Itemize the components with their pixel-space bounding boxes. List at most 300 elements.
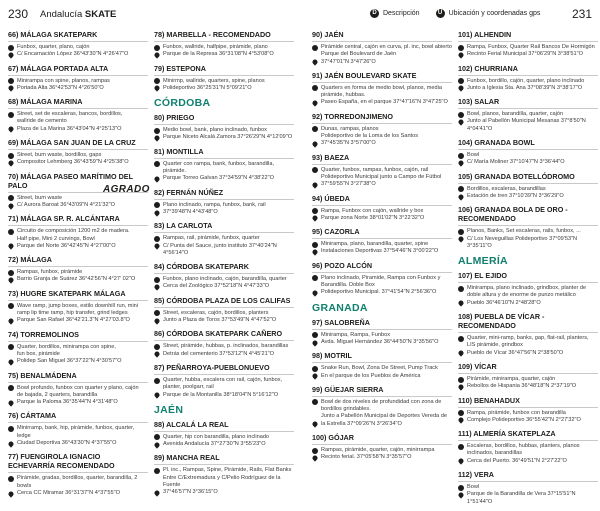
location-pin-icon — [7, 358, 14, 365]
entry-text: C/ Aurora Baroat 36°43'09"N 4°21'32"O — [17, 201, 115, 208]
description-icon — [154, 468, 160, 474]
skatepark-entry — [312, 318, 452, 347]
description-line — [8, 118, 148, 125]
entry-text: Quarter, bordillos, minirampa con spine, — [17, 343, 116, 350]
location-pin-icon — [311, 181, 318, 188]
divider — [458, 440, 598, 441]
entry-text: Junto al Pabellón Municipal Mesanas 37°8'50"N 4°04'41"O — [467, 118, 586, 132]
entry-text: Recinto ferial. 37°05'58"N 3°35'57"O — [321, 454, 412, 461]
description-line — [312, 92, 452, 99]
skatepark-title: 70) MÁLAGA PASEO MARÍTIMO DEL PALO — [8, 171, 133, 190]
entry-text: Polideportivo 36°25'31"N 5°09'21"O — [163, 84, 252, 91]
location-pin-icon — [311, 59, 318, 66]
skatepark-title: 82) FERNÁN NÚÑEZ — [154, 187, 224, 197]
divider — [458, 75, 598, 76]
location-line — [312, 373, 452, 380]
entry-text: LIS pirámide, grindbox — [467, 342, 523, 349]
entry-text: Cerca del Zoológico 37°52'18"N 4°47'33"O — [163, 283, 270, 290]
column-2 — [154, 30, 294, 502]
entry-text: Funbox, quarter, plano, cajón — [17, 44, 90, 50]
entry-text: Polidep San Miguel 36°37'22"N 4°30'57"O — [17, 358, 122, 365]
divider — [8, 108, 148, 109]
description-line — [312, 126, 452, 133]
location-line — [154, 51, 294, 58]
location-pin-icon — [311, 140, 318, 147]
skatepark-entry — [154, 147, 294, 183]
description-icon — [154, 128, 160, 134]
location-pin-icon — [7, 126, 14, 133]
description-line — [8, 344, 148, 351]
skatepark-title: 103) SALAR — [458, 97, 500, 107]
skatepark-entry — [312, 351, 452, 380]
entry-text: Pirámide, minirampa, quarter, cajón — [467, 375, 556, 382]
description-icon — [8, 229, 14, 235]
location-pin-icon — [457, 85, 464, 92]
description-line — [312, 365, 452, 372]
description-line — [154, 276, 294, 283]
cordoba-list — [154, 113, 294, 399]
entry-text: Rampas, rail, pirámide, funbox, quarter — [163, 235, 260, 242]
divider — [312, 123, 452, 124]
description-icon: D — [370, 9, 379, 18]
location-line — [8, 126, 148, 133]
description-line — [154, 310, 294, 317]
entry-text: Entre C/Extremadura y C/Pelio Rodríguez de la Fuente — [163, 474, 281, 489]
divider — [312, 329, 452, 330]
location-pin-icon — [311, 339, 318, 346]
location-pin-icon — [457, 491, 464, 498]
skatepark-entry — [8, 452, 148, 497]
page-header — [0, 0, 600, 26]
entry-text: Parque Torreo Galvan 37°34'59"N 4°38'22"O — [163, 175, 274, 182]
description-icon — [8, 344, 14, 350]
description-line — [8, 351, 148, 358]
entry-text: Quarter, mini-ramp, banks, gap, flat-rail, planters, — [467, 335, 589, 342]
skatepark-title: 76) CÁRTAMA — [8, 411, 57, 421]
location-pin-icon — [311, 421, 318, 428]
skatepark-entry — [154, 64, 294, 93]
entry-text: Bowl, planos, barandilla, quarter, cajón — [467, 111, 564, 118]
divider — [8, 41, 148, 42]
entry-text: Escaleras, bordillos, hubbas, planters, planos — [467, 443, 580, 450]
entry-text: Parque del Boulevard de Jaén — [321, 51, 397, 58]
location-line — [154, 351, 294, 358]
location-pin-icon — [311, 373, 318, 380]
skatepark-title: 106) GRANADA BOLA DE ORO - RECOMENDADO — [458, 205, 568, 224]
skatepark-entry — [8, 411, 148, 447]
description-line — [8, 392, 148, 399]
description-line — [8, 236, 148, 243]
location-line — [8, 243, 148, 250]
entry-text: ramp lip time ramp, hip transfer, grind ledges — [17, 310, 128, 317]
location-pin-icon — [311, 215, 318, 222]
description-line — [458, 228, 598, 235]
description-icon — [154, 434, 160, 440]
skatepark-entry — [154, 296, 294, 325]
description-icon — [8, 153, 14, 159]
description-icon — [8, 476, 14, 482]
description-line — [312, 332, 452, 339]
skatepark-entry — [154, 30, 294, 59]
granada-list — [312, 318, 452, 462]
entry-text: Junto a Iglesia Sta. Ana 37°08'39"N 3°38'17"O — [467, 84, 583, 91]
entry-text: C/ Encarnación López 36°43'30"N 4°26'47"O — [17, 51, 129, 58]
entry-text: inclinados, barandillas — [467, 450, 523, 457]
location-pin-icon — [153, 392, 160, 399]
location-line — [458, 491, 598, 506]
description-line — [8, 111, 148, 118]
skatepark-entry — [458, 429, 598, 465]
skatepark-title: 104) GRANADA BOWL — [458, 138, 535, 148]
skatepark-title: 91) JAÉN BOULEVARD SKATE — [312, 70, 417, 80]
divider — [8, 300, 148, 301]
entry-text: Parque San Rafael 36°42'21.3"N 4°27'03.8"O — [17, 317, 130, 324]
skatepark-entry — [458, 64, 598, 93]
skatepark-title: 110) BENAHADUX — [458, 395, 520, 405]
entry-text: Medio bowl, bank, plano inclinado, funbox — [163, 127, 267, 134]
location-pin-icon — [457, 383, 464, 390]
description-line — [458, 152, 598, 159]
entry-text: Estación de tren 37°10'39"N 3°36'29"O — [467, 192, 564, 199]
entry-text: Bowl — [467, 152, 480, 159]
divider — [312, 82, 452, 83]
description-icon — [8, 78, 14, 84]
description-line — [154, 343, 294, 350]
description-line — [8, 44, 148, 51]
divider — [458, 332, 598, 333]
location-line — [458, 51, 598, 58]
description-line — [8, 310, 148, 317]
location-line — [8, 490, 148, 497]
entry-text: Funbox, bordillo, cajón, quarter, plano inclinado — [467, 77, 585, 84]
skatepark-title: 94) ÚBEDA — [312, 193, 350, 203]
entry-text: Planos, Banks, Set escaleras, rails, funbox, ... — [467, 228, 581, 235]
description-icon — [312, 399, 318, 405]
description-line — [312, 133, 452, 140]
location-pin-icon — [457, 236, 464, 243]
description-line — [154, 475, 294, 490]
entry-text: Plano inclinado, Piramide, Rampa con Funbox y — [321, 274, 441, 281]
skatepark-title: 108) PUEBLA DE VÍCAR - RECOMENDADO — [458, 312, 545, 331]
granada-continued — [458, 30, 598, 250]
description-line — [458, 186, 598, 193]
entry-text: Avenida Andalucía 37°27'30"N 3°55'23"O — [163, 441, 266, 448]
location-pin-icon — [153, 175, 160, 182]
jaen-continued — [312, 30, 452, 297]
jaen-list — [154, 420, 294, 497]
description-line — [312, 413, 452, 420]
description-icon — [312, 242, 318, 248]
location-pin-icon: U — [436, 9, 445, 18]
description-icon — [458, 377, 464, 383]
divider — [154, 374, 294, 375]
location-pin-icon — [153, 441, 160, 448]
description-icon — [8, 385, 14, 391]
description-icon — [154, 45, 160, 51]
location-line — [458, 159, 598, 166]
skatepark-title: 74) TORREMOLINOS — [8, 329, 79, 339]
divider — [154, 431, 294, 432]
divider — [312, 41, 452, 42]
entry-text: Half pipe, Mini 2 curvings, Bowl — [17, 235, 95, 242]
entry-text: C/ Punta del Sauce, junto instituto 37°40'24"N 4°56'14"O — [163, 242, 277, 256]
skatepark-entry — [154, 262, 294, 291]
skatepark-entry — [154, 329, 294, 358]
divider — [458, 481, 598, 482]
description-line — [312, 399, 452, 406]
page-number-left: 230 — [8, 7, 29, 21]
skatepark-entry — [458, 271, 598, 307]
location-line — [154, 283, 294, 290]
description-icon — [458, 45, 464, 51]
location-pin-icon — [457, 159, 464, 166]
skatepark-entry — [312, 261, 452, 297]
divider — [8, 422, 148, 423]
description-line — [458, 376, 598, 383]
location-pin-icon — [7, 399, 14, 406]
entry-text: Minirramp, bank, hip, pirámide, funbox, quarter, ledge — [17, 425, 135, 439]
description-icon — [312, 332, 318, 338]
divider — [154, 41, 294, 42]
legend-location-label: Ubicación y coordenadas gps — [448, 10, 541, 17]
skatepark-title: 78) MARBELLA - RECOMENDADO — [154, 30, 271, 39]
divider — [312, 164, 452, 165]
entry-text: Street, escaleras, cajón, bordillos, planters — [163, 309, 269, 316]
description-line — [8, 425, 148, 440]
divider — [154, 158, 294, 159]
description-icon — [458, 78, 464, 84]
location-pin-icon — [457, 193, 464, 200]
entry-text: la Estrella 37°09'26"N 3°26'34"O — [321, 420, 402, 427]
entry-text: Polideportivo Municipal. 37°41'54"N 2°56'36"O — [321, 289, 437, 296]
skatepark-entry — [8, 30, 148, 59]
location-pin-icon — [457, 118, 464, 125]
entry-text: Dunas, rampas, planos — [321, 125, 379, 132]
skatepark-entry — [458, 312, 598, 357]
location-pin-icon — [7, 317, 14, 324]
description-line — [154, 384, 294, 391]
skatepark-title: 88) ALCALÁ LA REAL — [154, 419, 229, 429]
description-icon — [458, 485, 464, 491]
location-line — [458, 193, 598, 200]
location-line — [312, 99, 452, 106]
entry-text: Parque zona Norte 38°01'02"N 3°22'32"O — [321, 214, 425, 221]
entry-text: Minirampa, plano, barandilla, quarter, spine — [321, 241, 429, 248]
entry-text: Street, set de escaleras, bancos, bordillos, — [17, 111, 123, 118]
description-line — [8, 475, 148, 490]
skatepark-entry — [312, 112, 452, 148]
entry-text: Bowl — [467, 484, 480, 491]
description-icon — [154, 310, 160, 316]
column-1 — [8, 30, 148, 502]
location-line — [458, 458, 598, 465]
skatepark-title: 99) GÜEJAR SIERRA — [312, 384, 384, 394]
entry-text: Barrio Granja de Suárez 36°42'56"N 4°27' 02"O — [17, 276, 136, 283]
description-icon — [312, 366, 318, 372]
location-pin-icon — [7, 440, 14, 447]
skatepark-title: 85) CÓRDOBA PLAZA DE LOS CALIFAS — [154, 295, 291, 305]
entry-text: Bordillos, escaleras, barandillas — [467, 185, 546, 192]
description-line — [312, 167, 452, 174]
malaga-continued — [154, 30, 294, 92]
location-pin-icon — [153, 85, 160, 92]
skatepark-entry — [312, 385, 452, 428]
divider — [154, 340, 294, 341]
location-line — [312, 248, 452, 255]
location-pin-icon — [153, 317, 160, 324]
entry-text: Compositor Lehmberg 36°43'59"N 4°25'38"O — [17, 159, 129, 166]
skatepark-entry — [154, 188, 294, 217]
description-icon — [458, 112, 464, 118]
entry-text: Quarter con rampa, bank, funbox, barandilla, pirámide. — [163, 160, 275, 175]
location-pin-icon — [153, 134, 160, 141]
column-4 — [458, 30, 598, 511]
legend-description-label: Descripción — [383, 10, 420, 17]
entry-text: Parque Niceto Alcalá Zamora 37°26'29"N 4°12'09"O — [163, 134, 293, 141]
location-pin-icon — [7, 159, 14, 166]
running-title-region: Andalucía — [40, 9, 83, 20]
entry-text: de bajada, 2 quarters, barandilla — [17, 391, 98, 398]
region-heading-granada: GRANADA — [312, 301, 368, 314]
divider — [312, 205, 452, 206]
entry-text: Minirampa con spine, planos, rampas — [17, 77, 110, 84]
skatepark-title: 72) MÁLAGA — [8, 255, 52, 265]
skatepark-entry — [8, 64, 148, 93]
skatepark-title: 79) ESTEPONA — [154, 63, 206, 73]
divider — [458, 41, 598, 42]
description-icon — [458, 229, 464, 235]
location-pin-icon — [311, 454, 318, 461]
almeria-list — [458, 271, 598, 506]
skatepark-title: 92) TORREDONJIMENO — [312, 111, 393, 121]
entry-text: Minirmp, wallride, quarters, spine, planos — [163, 77, 265, 84]
entry-text: Bowl de dos niveles de profundidad con zona de — [321, 398, 442, 405]
entry-text: Junto a Plaza de Toros 37°53'49"N 4°47'52"O — [163, 317, 277, 324]
location-line — [312, 421, 452, 428]
entry-text: Detrás del cementerio 37°53'12"N 4°45'21"O — [163, 350, 275, 357]
location-pin-icon — [153, 489, 160, 496]
divider — [154, 124, 294, 125]
location-line — [8, 440, 148, 447]
entry-text: Recinto Ferial Municipal 37°06'29"N 3°38'51"O — [467, 51, 583, 58]
location-line — [154, 85, 294, 92]
skatepark-title: 105) GRANADA BOTELLÓDROMO — [458, 171, 575, 181]
location-pin-icon — [311, 289, 318, 296]
description-line — [8, 269, 148, 276]
entry-text: Instalaciones Deportivas 37°54'46"N 3°00'22"O — [321, 248, 439, 255]
description-icon — [154, 78, 160, 84]
skatepark-entry — [8, 138, 148, 167]
skatepark-entry — [8, 289, 148, 325]
description-line — [8, 228, 148, 235]
location-line — [312, 454, 452, 461]
entry-text: Pirámide central, cajón en curva, pl. inc, bowl abierto — [321, 44, 452, 50]
description-line — [154, 202, 294, 209]
page-number-right: 231 — [571, 7, 592, 21]
location-pin-icon — [311, 248, 318, 255]
skatepark-entry — [458, 470, 598, 506]
skatepark-title: 77) FUENGIROLA IGNACIO ECHEVARRÍA RECOMENDADO — [8, 452, 115, 471]
skatepark-title: 81) MONTILLA — [154, 146, 204, 156]
divider — [458, 225, 598, 226]
entry-text: Polideportivo Municipal junto a Campo de Fútbol — [321, 173, 442, 180]
skatepark-title: 98) MOTRIL — [312, 351, 352, 361]
description-line — [8, 152, 148, 159]
description-icon — [312, 275, 318, 281]
location-pin-icon — [457, 300, 464, 307]
description-icon — [154, 161, 160, 167]
location-pin-icon — [7, 85, 14, 92]
description-line — [458, 78, 598, 85]
description-line — [312, 44, 452, 51]
skatepark-title: 84) CÓRDOBA SKATEPARK — [154, 262, 249, 272]
skatepark-entry — [458, 97, 598, 133]
description-icon — [154, 378, 160, 384]
entry-text: Funbox, wallride, halfpipe, pirámide, plano — [163, 44, 268, 50]
location-line — [8, 202, 148, 209]
description-line — [458, 292, 598, 299]
running-title — [40, 9, 116, 20]
entry-text: 37°59'55"N 3°27'38"O — [321, 181, 376, 188]
location-line — [154, 317, 294, 324]
description-icon — [312, 126, 318, 132]
entry-text: Rampas, pirámide, quarter, cajón, minirrampa — [321, 447, 435, 454]
location-pin-icon — [153, 283, 160, 290]
entry-text: Parque del Norte 36°42'45"N 4°27'00"O — [17, 242, 116, 249]
description-icon — [154, 277, 160, 283]
location-pin-icon — [457, 51, 464, 58]
skatepark-entry — [458, 362, 598, 391]
description-line — [312, 241, 452, 248]
entry-text: Parque de la Represa 36°31'08"N 4°53'08"O — [163, 51, 274, 58]
description-icon — [458, 286, 464, 292]
description-line — [8, 78, 148, 85]
entry-text: Parque la Paloma 36°35'44"N 4°31'48"O — [17, 399, 118, 406]
column-3 — [312, 30, 452, 467]
divider — [154, 464, 294, 465]
description-icon — [8, 45, 14, 51]
location-line — [312, 339, 452, 346]
divider — [458, 108, 598, 109]
description-line — [458, 410, 598, 417]
location-line — [312, 140, 452, 147]
description-line — [312, 51, 452, 58]
description-icon — [458, 186, 464, 192]
description-icon — [154, 236, 160, 242]
entry-text: 37°46'57"N 3°36'15"O — [163, 489, 218, 496]
entry-text: C/ María Moliner 37°10'47"N 3°36'44"O — [467, 159, 565, 166]
skatepark-entry — [312, 227, 452, 256]
location-pin-icon — [153, 243, 160, 250]
divider — [312, 362, 452, 363]
location-pin-icon — [153, 51, 160, 58]
divider — [458, 373, 598, 374]
entry-text: Rebollos de Hispania 36°48'18"N 2°37'19"O — [467, 383, 577, 390]
location-pin-icon — [153, 351, 160, 358]
entry-text: Rampa, Funbox con cajón, wallride y box — [321, 207, 424, 214]
skatepark-entry — [312, 433, 452, 462]
skatepark-title: 102) CHURRIANA — [458, 63, 518, 73]
description-line — [312, 282, 452, 289]
description-line — [458, 450, 598, 457]
entry-text: Junto a Pabellón Municipal de Deportes Vereda de — [321, 413, 447, 420]
skatepark-title: 97) SALOBREÑA — [312, 317, 370, 327]
location-line — [458, 236, 598, 251]
divider — [154, 232, 294, 233]
skatepark-title: 87) PEÑARROYA-PUEBLONUEVO — [154, 362, 270, 372]
location-line — [312, 59, 452, 66]
location-pin-icon — [457, 458, 464, 465]
